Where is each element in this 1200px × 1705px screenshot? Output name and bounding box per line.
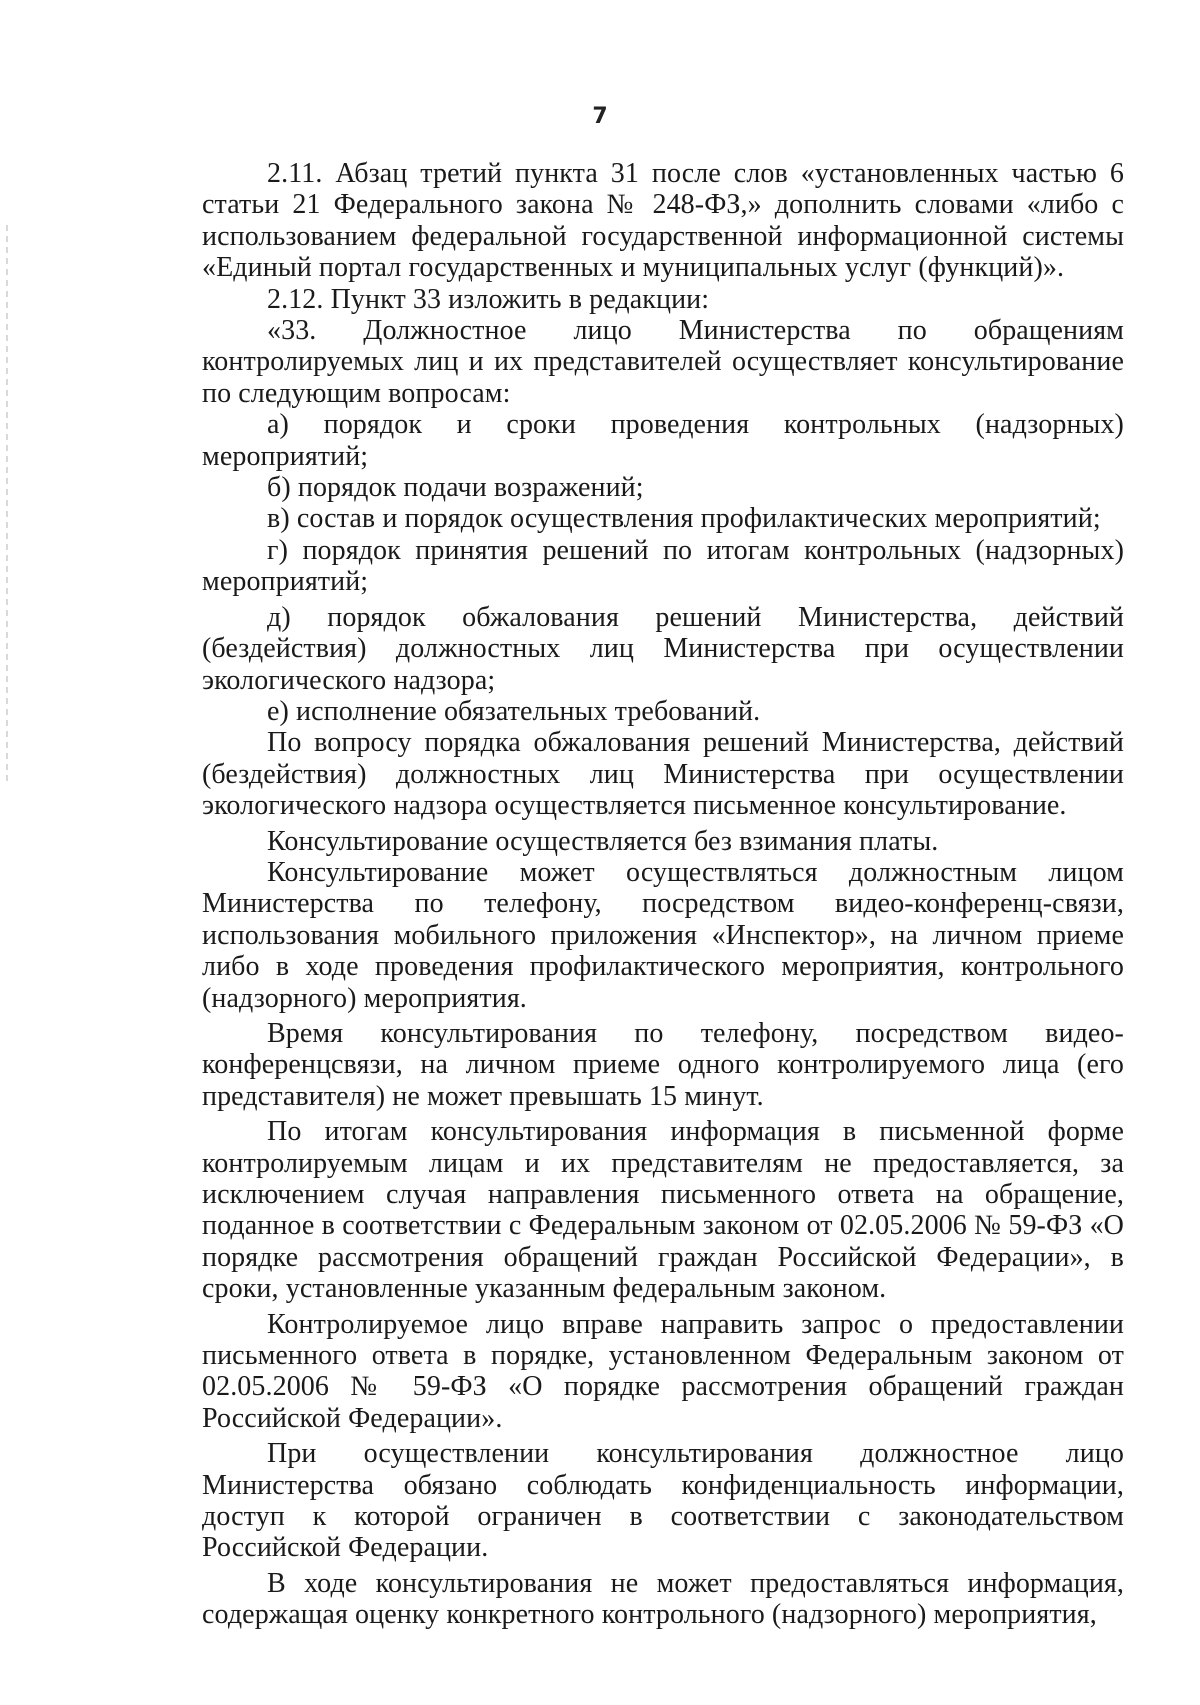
list-item-e: е) исполнение обязательных требований. [267,695,761,727]
paragraph-request: Контролируемое лицо вправе направить запрос о предоставлении письменного ответа в порядке, установленном Федеральным законом от 02.05.2006 № 59-ФЗ «О порядке рассмотрения обращений граждан Российской Федерации». [202,1308,1124,1434]
list-item-v: в) состав и порядок осуществления профилактических мероприятий; [267,503,1101,535]
list-item-b: б) порядок подачи возражений; [267,472,644,504]
paragraph-written-info: По итогам консультирования информация в письменной форме контролируемым лицам и их представителям не предоставляется, за исключением случая направления письменного ответа на обращение, поданное в соответствии с Федеральным законом от 02.05.2006 № 59-ФЗ «О порядке рассмотрения обращений граждан Российской Федерации», в сроки, установленные указанным федеральным законом. [202,1116,1124,1305]
paragraph-free: Консультирование осуществляется без взимания платы. [267,825,939,857]
paragraph-time-limit: Время консультирования по телефону, посредством видео-конференцсвязи, на личном приеме одного контролируемого лица (его представителя) не может превышать 15 минут. [202,1017,1124,1112]
page-number: 7 [592,104,608,129]
list-item-d: д) порядок обжалования решений Министерства, действий (бездействия) должностных лиц Министерства при осуществлении экологического надзора; [202,601,1124,696]
paragraph-33-intro: «33. Должностное лицо Министерства по обращениям контролируемых лиц и их представителей осуществляет консультирование по следующим вопросам: [202,315,1124,409]
paragraph-appeal: По вопросу порядка обжалования решений Министерства, действий (бездействия) должностных лиц Министерства при осуществлении экологического надзора осуществляется письменное консультирование. [202,727,1124,822]
paragraph-confidentiality: При осуществлении консультирования должностное лицо Министерства обязано соблюдать конфиденциальность информации, доступ к которой ограничен в соответствии с законодательством Российской Федерации. [202,1438,1124,1564]
list-item-a: а) порядок и сроки проведения контрольных (надзорных) мероприятий; [202,409,1124,472]
paragraph-2-12: 2.12. Пункт 33 изложить в редакции: [267,283,710,315]
document-body [202,158,1124,1631]
paragraph-channels: Консультирование может осуществляться должностным лицом Министерства по телефону, посредством видео-конференц-связи, использования мобильного приложения «Инспектор», на личном приеме либо в ходе проведения профилактического мероприятия, контрольного (надзорного) мероприятия. [202,856,1124,1014]
list-item-g: г) порядок принятия решений по итогам контрольных (надзорных) мероприятий; [202,534,1124,598]
paragraph-restrictions: В ходе консультирования не может предоставляться информация, содержащая оценку конкретного контрольного (надзорного) мероприятия, [202,1567,1124,1631]
scan-edge-artifact [6,225,8,785]
paragraph-2-11: 2.11. Абзац третий пункта 31 после слов «установленных частью 6 статьи 21 Федерального закона № 248-ФЗ,» дополнить словами «либо с использованием федеральной государственной информационной системы «Единый портал государственных и муниципальных услуг (функций)». [202,158,1124,284]
